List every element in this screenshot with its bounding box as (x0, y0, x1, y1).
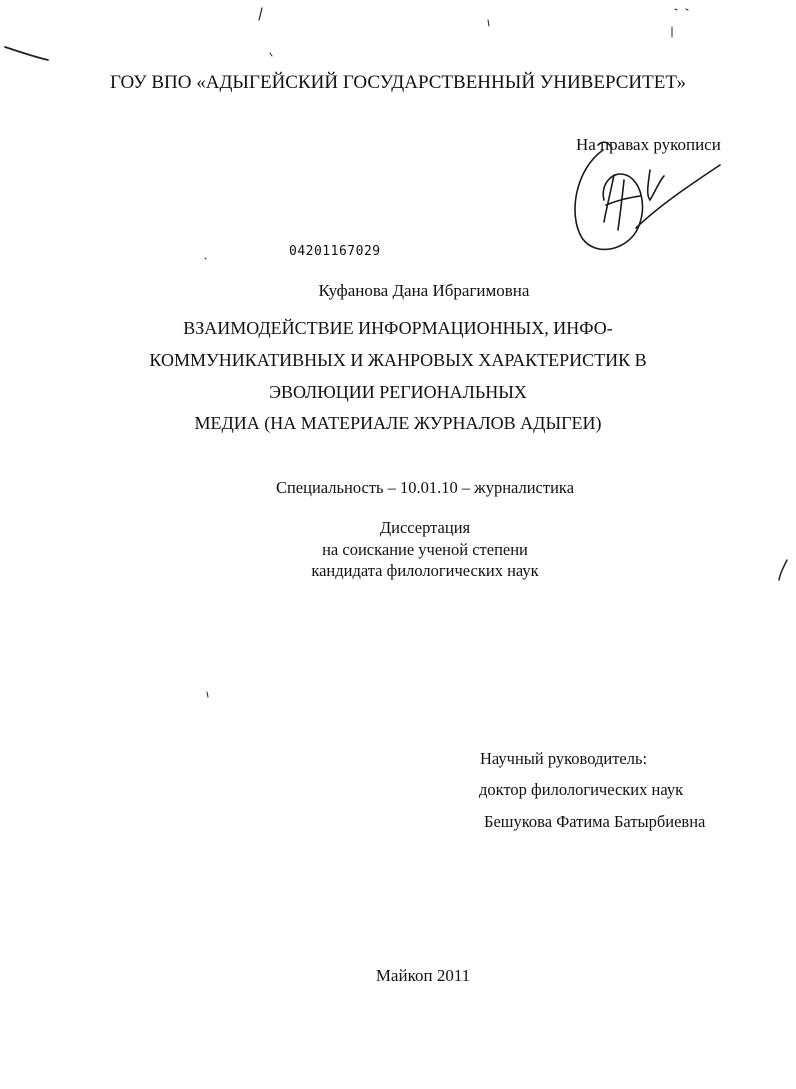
dissertation-degree: кандидата филологических наук (311, 561, 539, 580)
document-number: 04201167029 (289, 244, 381, 259)
supervisor-degree: доктор филологических наук (479, 780, 684, 799)
dissertation-label: Диссертация (379, 518, 471, 537)
title-line-3: ЭВОЛЮЦИИ РЕГИОНАЛЬНЫХ (269, 382, 527, 402)
author-name: Куфанова Дана Ибрагимовна (318, 281, 530, 300)
dissertation-purpose: на соискание ученой степени (322, 540, 528, 559)
supervisor-name: Бешукова Фатима Батырбиевна (484, 812, 706, 831)
handwritten-signature (575, 142, 720, 249)
title-line-2: КОММУНИКАТИВНЫХ И ЖАНРОВЫХ ХАРАКТЕРИСТИК В (149, 350, 647, 370)
specialty-line: Специальность – 10.01.10 – журналистика (275, 478, 575, 497)
title-line-4: МЕДИА (НА МАТЕРИАЛЕ ЖУРНАЛОВ АДЫГЕИ) (194, 413, 602, 433)
rights-note: На правах рукописи (576, 135, 721, 154)
city-year: Майкоп 2011 (375, 966, 471, 985)
title-line-1: ВЗАИМОДЕЙСТВИЕ ИНФОРМАЦИОННЫХ, ИНФО- (183, 318, 613, 338)
supervisor-label: Научный руководитель: (480, 749, 648, 768)
institution-heading: ГОУ ВПО «АДЫГЕЙСКИЙ ГОСУДАРСТВЕННЫЙ УНИВЕРСИТЕТ» (110, 72, 686, 93)
scan-artifacts (5, 8, 787, 697)
